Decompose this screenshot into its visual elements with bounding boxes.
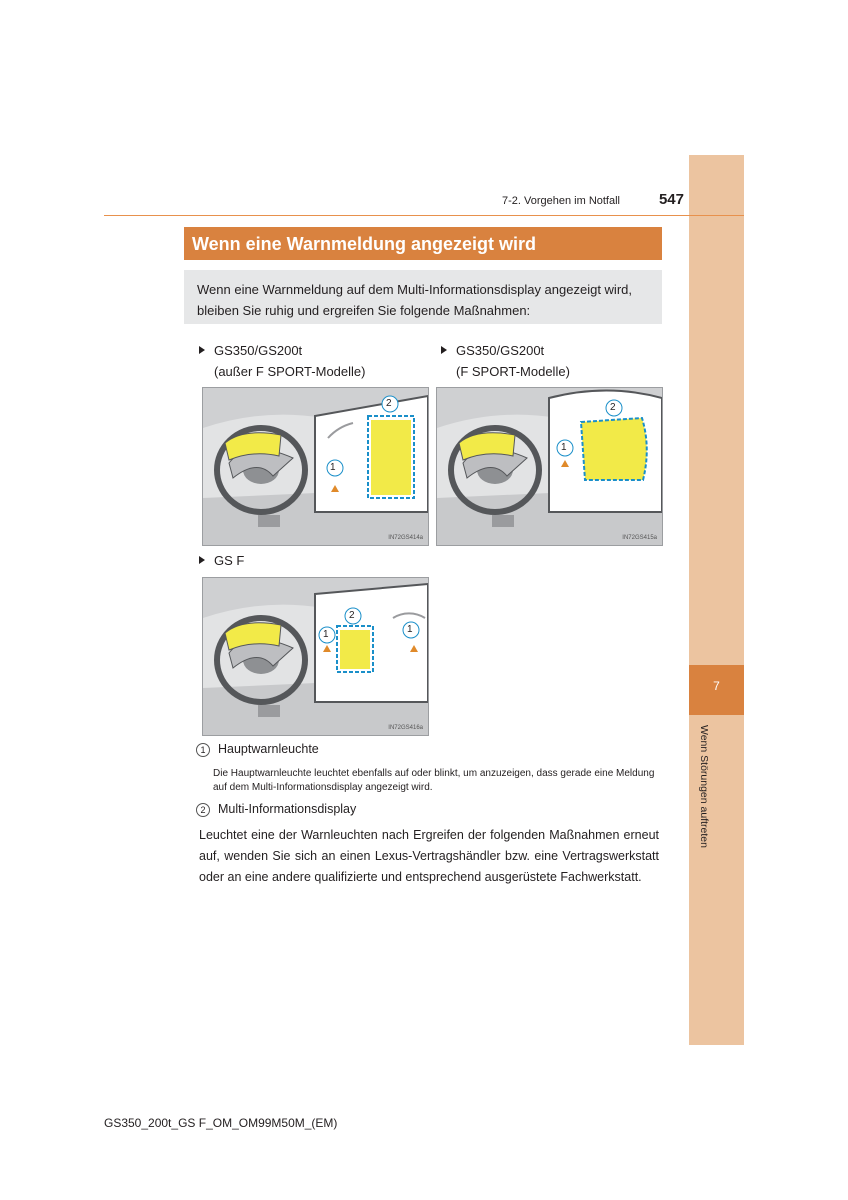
illustration-gs350-fsport: [436, 387, 663, 546]
dashboard-drawing: [203, 388, 428, 545]
illustration-gs350-standard: [202, 387, 429, 546]
callout-2: 2: [386, 398, 392, 409]
bullet-triangle-icon: [441, 346, 447, 354]
page-number: 547: [658, 191, 684, 208]
figure-code: IN72GS416a: [388, 725, 423, 731]
variant-label-3: GS F: [199, 550, 244, 571]
illustration-gsf: [202, 577, 429, 736]
callout-1: 1: [323, 629, 329, 640]
header-rule: [104, 215, 744, 216]
body-paragraph: Leuchtet eine der Warnleuchten nach Ergreifen der folgenden Maßnahmen erneut auf, wenden Sie sich an einen Lexus-Vertragshändler bzw. eine Vertragswerkstatt oder an eine andere qualifizierte und entsprechend ausgerüstete Fachwerkstatt.: [199, 828, 659, 884]
legend-note-1: Die Hauptwarnleuchte leuchtet ebenfalls auf oder blinkt, um anzuzeigen, dass gerade eine Meldung auf dem Multi-Informationsdisplay angezeigt wird.: [213, 768, 655, 793]
intro-text: Wenn eine Warnmeldung auf dem Multi-Informationsdisplay angezeigt wird, bleiben Sie ruhig und ergreifen Sie folgende Maßnahmen:: [197, 282, 632, 318]
dashboard-drawing: [203, 578, 428, 735]
bullet-triangle-icon: [199, 346, 205, 354]
callout-number-icon: 2: [196, 803, 210, 817]
callout-1: 1: [330, 462, 336, 473]
callout-2: 2: [610, 402, 616, 413]
section-title: Wenn eine Warnmeldung angezeigt wird: [192, 234, 537, 254]
callout-number-icon: 1: [196, 743, 210, 757]
figure-code: IN72GS414a: [388, 535, 423, 541]
callout-1: 1: [407, 624, 413, 635]
legend-item-1: 1 Hauptwarnleuchte: [196, 742, 319, 757]
dashboard-drawing: [437, 388, 662, 545]
variant-label-2: GS350/GS200t (F SPORT-Modelle): [441, 340, 570, 382]
figure-code: IN72GS415a: [622, 535, 657, 541]
header-section: 7-2. Vorgehen im Notfall: [501, 195, 620, 207]
chapter-title: Wenn Störungen auftreten: [698, 725, 710, 848]
footer-code: GS350_200t_GS F_OM_OM99M50M_(EM): [104, 1116, 338, 1130]
callout-2: 2: [349, 610, 355, 621]
variant-label-1: GS350/GS200t (außer F SPORT-Modelle): [199, 340, 365, 382]
chapter-number: 7: [713, 679, 720, 693]
legend-item-2: 2 Multi-Informationsdisplay: [196, 802, 356, 817]
bullet-triangle-icon: [199, 556, 205, 564]
callout-1: 1: [561, 442, 567, 453]
chapter-tab-strip: [689, 155, 744, 1045]
